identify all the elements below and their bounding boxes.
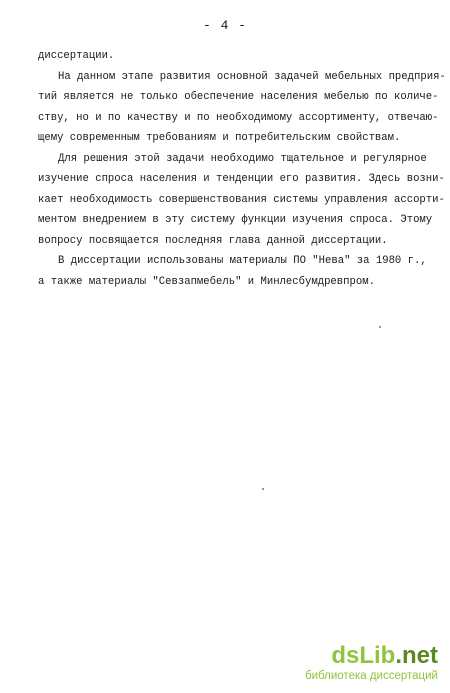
text-line: вопросу посвящается последняя глава данной диссертации.: [38, 234, 388, 247]
text-line: тий является не только обеспечение населения мебелью по количе-: [38, 91, 439, 103]
text-line: диссертации.: [38, 50, 115, 62]
watermark-logo-main: dsLib: [331, 642, 396, 669]
text-line: ству, но и по качеству и по необходимому ассортименту, отвечаю-: [38, 111, 439, 124]
text-line: кает необходимость совершенствования системы управления ассорти-: [38, 193, 445, 206]
text-line: ментом внедрением в эту систему функции изучения спроса. Этому: [38, 214, 433, 226]
text-line: Для решения этой задачи необходимо тщательное и регулярное: [58, 152, 427, 165]
text-line: изучение спроса населения и тенденции его развития. Здесь возни-: [38, 173, 445, 185]
dslib-watermark[interactable]: [305, 643, 438, 683]
scan-speck: [262, 488, 264, 490]
text-line: На данном этапе развития основной задачей мебельных предприя-: [58, 70, 446, 83]
text-line: В диссертации использованы материалы ПО "Нева" за 1980 г.,: [58, 255, 427, 267]
text-line: щему современным требованиям и потребительским свойствам.: [38, 132, 401, 144]
watermark-logo: [305, 643, 438, 669]
watermark-tagline: библиотека диссертаций: [305, 670, 438, 682]
page-number: - 4 -: [202, 18, 247, 33]
text-line: а также материалы "Севзапмебель" и Минлесбумдревпром.: [38, 275, 375, 288]
document-text: [38, 46, 446, 292]
scan-speck: [379, 326, 381, 328]
watermark-logo-suffix: .net: [395, 642, 438, 669]
